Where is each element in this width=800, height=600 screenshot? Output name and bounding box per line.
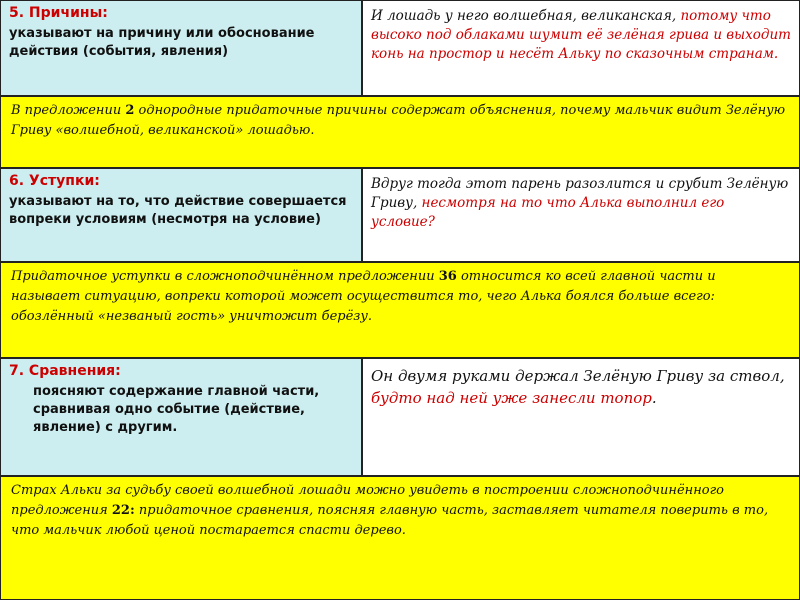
- clause-type-cell: [0, 358, 362, 476]
- example-subordinate-part: несмотря на то что Алька выполнил его условие?: [371, 195, 725, 230]
- analysis-text: [11, 481, 789, 541]
- example-sentence: [371, 175, 791, 232]
- table-row: [0, 358, 800, 476]
- analysis-text-end: однородные придаточные причины содержат объяснения, почему мальчик видит Зелёную Гриву «волшебной, великанской» лошадью.: [11, 103, 786, 138]
- example-cell: [362, 358, 800, 476]
- table-row: [0, 96, 800, 168]
- example-sentence: [371, 365, 791, 409]
- table-row: [0, 168, 800, 262]
- sentence-number: 36: [438, 269, 457, 284]
- clause-type-description: поясняют содержание главной части, сравнивая одно событие (действие, явление) с другим.: [33, 384, 320, 435]
- example-main-part: Вдруг тогда этот парень разозлится и срубит Зелёную Гриву,: [371, 176, 789, 211]
- analysis-text: [11, 101, 789, 141]
- example-subordinate-part: потому что высоко под облаками шумит её зелёная грива и выходит конь на простор и несёт Альку по сказочным странам.: [371, 8, 791, 62]
- analysis-text-start: Страх Альки за судьбу своей волшебной лошади можно увидеть в построении сложноподчинённого предложения: [11, 483, 724, 518]
- example-main-part: И лошадь у него волшебная, великанская,: [371, 8, 681, 24]
- example-sentence: [371, 7, 791, 64]
- example-ending: .: [651, 389, 657, 407]
- analysis-cell: [0, 262, 800, 358]
- analysis-text-start: В предложении: [11, 103, 126, 118]
- example-cell: [362, 168, 800, 262]
- analysis-text: [11, 267, 789, 327]
- analysis-cell: [0, 96, 800, 168]
- example-main-part: Он двумя руками держал Зелёную Гриву за ствол,: [371, 367, 785, 385]
- analysis-text-end: придаточное сравнения, поясняя главную часть, заставляет читателя поверить в то, что мальчик любой ценой постарается спасти дерево.: [11, 503, 769, 538]
- analysis-cell: [0, 476, 800, 600]
- clause-type-heading: 7. Сравнения:: [9, 363, 121, 379]
- table-row: [0, 0, 800, 96]
- example-subordinate-part: будто над ней уже занесли топор: [371, 389, 652, 407]
- clause-type-description: указывают на причину или обоснование действия (события, явления): [9, 26, 315, 59]
- clause-type-cell: [0, 0, 362, 96]
- example-cell: [362, 0, 800, 96]
- clause-type-description: указывают на то, что действие совершается вопреки условиям (несмотря на условие): [9, 194, 347, 227]
- analysis-text-end: относится ко всей главной части и называет ситуацию, вопреки которой может осуществится то, чего Алька боялся больше всего: обозлённый «незваный гость» уничтожит берёзу.: [11, 269, 716, 324]
- analysis-text-start: Придаточное уступки в сложноподчинённом предложении: [11, 269, 439, 284]
- clause-type-cell: [0, 168, 362, 262]
- sentence-number: 2: [125, 103, 135, 118]
- table-row: [0, 262, 800, 358]
- clause-type-heading: 6. Уступки:: [9, 173, 100, 189]
- table-row: [0, 476, 800, 600]
- sentence-number: 22:: [111, 503, 135, 518]
- clause-type-heading: 5. Причины:: [9, 5, 108, 21]
